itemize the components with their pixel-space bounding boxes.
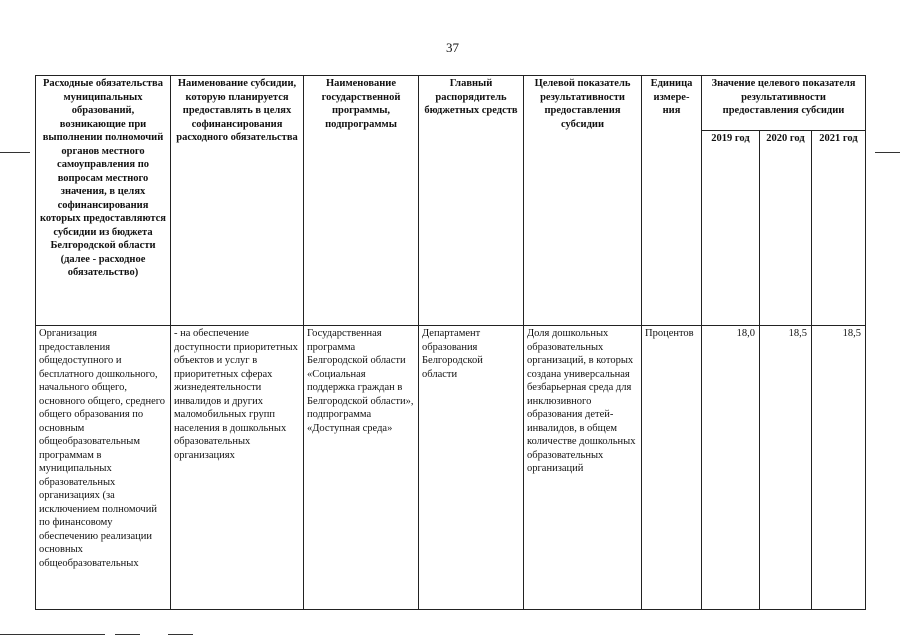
cell-value-2019: 18,0	[702, 326, 760, 610]
subsidy-table	[35, 75, 866, 610]
cell-target-indicator: Доля дошкольных образовательных организаций, в которых создана универсальная безбарьерная среда для инклюзивного образования детей-инвалидов, в общем количестве дошкольных образовательных организаций	[524, 326, 642, 610]
header-subsidy-name: Наименование субсидии, которую планируется предоставлять в целях софинансирования расходного обязательства	[171, 76, 304, 326]
cell-unit: Процентов	[642, 326, 702, 610]
table-row	[36, 326, 866, 610]
cell-program-name: Государственная программа Белгородской области «Социальная поддержка граждан в Белгородской области», подпрограмма «Доступная среда»	[304, 326, 419, 610]
cell-value-2021: 18,5	[812, 326, 866, 610]
cell-subsidy-name: - на обеспечение доступности приоритетных объектов и услуг в приоритетных сферах жизнедеятельности инвалидов и других маломобильных групп населения в дошкольных образовательных организациях	[171, 326, 304, 610]
header-year-2020: 2020 год	[760, 131, 812, 326]
page-number: 37	[446, 40, 459, 55]
header-program-name: Наименование государственной программы, подпрограммы	[304, 76, 419, 326]
scan-artifact-line	[115, 634, 140, 635]
scan-artifact-line	[168, 634, 193, 635]
header-row	[36, 76, 866, 131]
scan-artifact-line	[0, 634, 105, 635]
header-expenditure: Расходные обязательства муниципальных образований, возникающие при выполнении полномочий органов местного самоуправления по вопросам местного значения, в целях софинансирования которых предоставляются субсидии из бюджета Белгородской области (далее - расходное обязательство)	[36, 76, 171, 326]
scan-artifact-line	[875, 152, 900, 153]
header-main-manager: Главный распорядитель бюджетных средств	[419, 76, 524, 326]
header-year-2019: 2019 год	[702, 131, 760, 326]
header-target-value: Значение целевого показателя результативности предоставления субсидии	[702, 76, 866, 131]
cell-expenditure: Организация предоставления общедоступного и бесплатного дошкольного, начального общего, основного общего, среднего общего образования по основным общеобразовательным программам в муниципальных образовательных организациях (за исключением полномочий по финансовому обеспечению реализации основных общеобразовательных	[36, 326, 171, 610]
header-unit: Единица измере-ния	[642, 76, 702, 326]
header-target-indicator: Целевой показатель результативности предоставления субсидии	[524, 76, 642, 326]
cell-value-2020: 18,5	[760, 326, 812, 610]
cell-main-manager: Департамент образования Белгородской области	[419, 326, 524, 610]
scan-artifact-line	[0, 152, 30, 153]
header-year-2021: 2021 год	[812, 131, 866, 326]
